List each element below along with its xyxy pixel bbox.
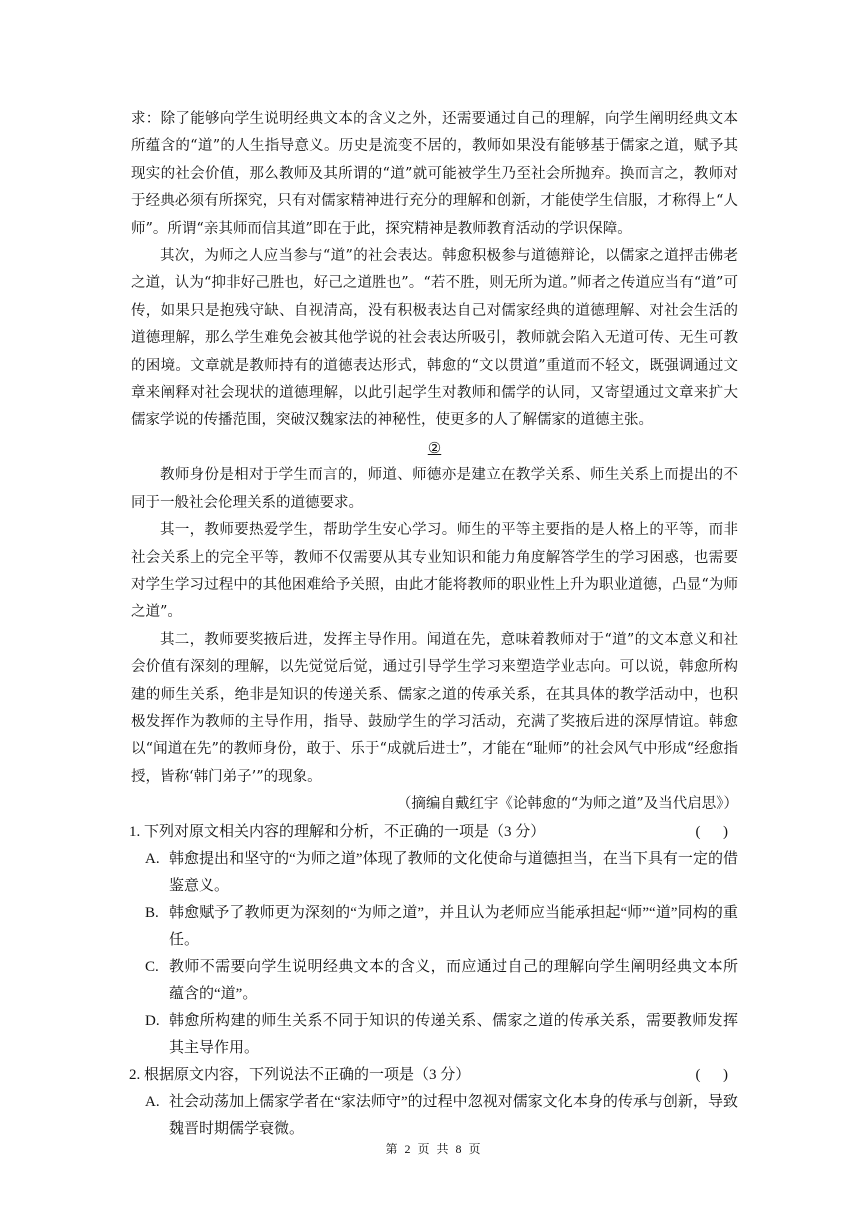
option-d — [145, 1008, 738, 1062]
option-a — [145, 846, 738, 900]
option-label: A. — [145, 850, 160, 867]
document-body — [131, 106, 738, 1143]
option-text: 教师不需要向学生说明经典文本的含义，而应通过自己的理解向学生阐明经典文本所蕴含的“道”。 — [169, 958, 738, 1002]
paragraph-point-one: 其一，教师要热爱学生，帮助学生安心学习。师生的平等主要指的是人格上的平等，而非社会关系上的完全平等，教师不仅需要从其专业知识和能力角度解答学生的学习困惑，也需要对学生学习过程中的其他困难给予关照，由此才能将教师的职业性上升为职业道德，凸显“为师之道”。 — [131, 522, 738, 621]
paragraph-continuation: 求：除了能够向学生说明经典文本的含义之外，还需要通过自己的理解，向学生阐明经典文本所蕴含的“道”的人生指导意义。历史是流变不居的，教师如果没有能够基于儒家之道，赋予其现实的社会价值，那么教师及其所谓的“道”就可能被学生乃至社会所抛弃。换而言之，教师对于经典必须有所探究，只有对儒家精神进行充分的理解和创新，才能使学生信服，才称得上“人师”。所谓“亲其师而信其道”即在于此，探究精神是教师教育活动的学识保障。 — [131, 111, 738, 237]
option-b — [145, 900, 738, 954]
option-label: D. — [145, 1012, 160, 1029]
option-label: C. — [145, 958, 159, 975]
question-1 — [131, 819, 738, 1062]
option-label: B. — [145, 904, 159, 921]
section-number: ② — [427, 438, 442, 457]
paragraph-second-point: 其次，为师之人应当参与“道”的社会表达。韩愈积极参与道德辩论，以儒家之道抨击佛老之道，认为“抑非好己胜也，好己之道胜也”。“若不胜，则无所为道。”师者之传道应当有“道”可传，如果只是抱残守缺、自视清高，没有积极表达自己对儒家经典的道德理解、对社会生活的道德理解，那么学生难免会被其他学说的社会表达所吸引，教师就会陷入无道可传、无生可教的困境。文章就是教师持有的道德表达形式，韩愈的“文以贯道”重道而不轻文，既强调通过文章来阐释对社会现状的道德理解，以此引起学生对教师和儒学的认同，又寄望通过文章来扩大儒家学说的传播范围，突破汉魏家法的神秘性，使更多的人了解儒家的道德主张。 — [131, 248, 738, 429]
option-text: 韩愈赋予了教师更为深刻的“为师之道”，并且认为老师应当能承担起“师”“道”同构的重任。 — [169, 904, 738, 948]
question-2-stem: 2. 根据原文内容，下列说法不正确的一项是（3 分） — [129, 1066, 471, 1083]
question-2-stem-row — [129, 1062, 738, 1089]
paragraph-teacher-identity: 教师身份是相对于学生而言的，师道、师德亦是建立在教学关系、师生关系上而提出的不同于一般社会伦理关系的道德要求。 — [131, 467, 738, 511]
question-1-stem-row — [129, 819, 738, 846]
option-a — [145, 1089, 738, 1143]
option-text: 社会动荡加上儒家学者在“家法师守”的过程中忽视对儒家文化本身的传承与创新，导致魏晋时期儒学衰微。 — [169, 1093, 738, 1137]
option-text: 韩愈提出和坚守的“为师之道”体现了教师的文化使命与道德担当，在当下具有一定的借鉴意义。 — [169, 850, 738, 894]
source-citation: （摘编自戴红宇《论韩愈的“为师之道”及当代启思》） — [396, 796, 738, 813]
page-footer: 第 2 页 共 8 页 — [385, 1142, 483, 1156]
option-c — [145, 954, 738, 1008]
question-1-stem: 1. 下列对原文相关内容的理解和分析，不正确的一项是（3 分） — [129, 823, 546, 840]
answer-blank: ( ) — [695, 1066, 728, 1083]
answer-blank: ( ) — [695, 823, 728, 840]
question-2 — [131, 1062, 738, 1143]
paragraph-point-two: 其二，教师要奖掖后进，发挥主导作用。闻道在先，意味着教师对于“道”的文本意义和社会价值有深刻的理解，以先觉觉后觉，通过引导学生学习来塑造学业志向。可以说，韩愈所构建的师生关系，绝非是知识的传递关系、儒家之道的传承关系，在其具体的教学活动中，也积极发挥作为教师的主导作用，指导、鼓励学生的学习活动，充满了奖掖后进的深厚情谊。韩愈以“闻道在先”的教师身份，敢于、乐于“成就后进士”，才能在“耻师”的社会风气中形成“经愈指授，皆称‘韩门弟子’”的现象。 — [131, 631, 738, 785]
option-label: A. — [145, 1093, 160, 1110]
option-text: 韩愈所构建的师生关系不同于知识的传递关系、儒家之道的传承关系，需要教师发挥其主导作用。 — [169, 1012, 738, 1056]
